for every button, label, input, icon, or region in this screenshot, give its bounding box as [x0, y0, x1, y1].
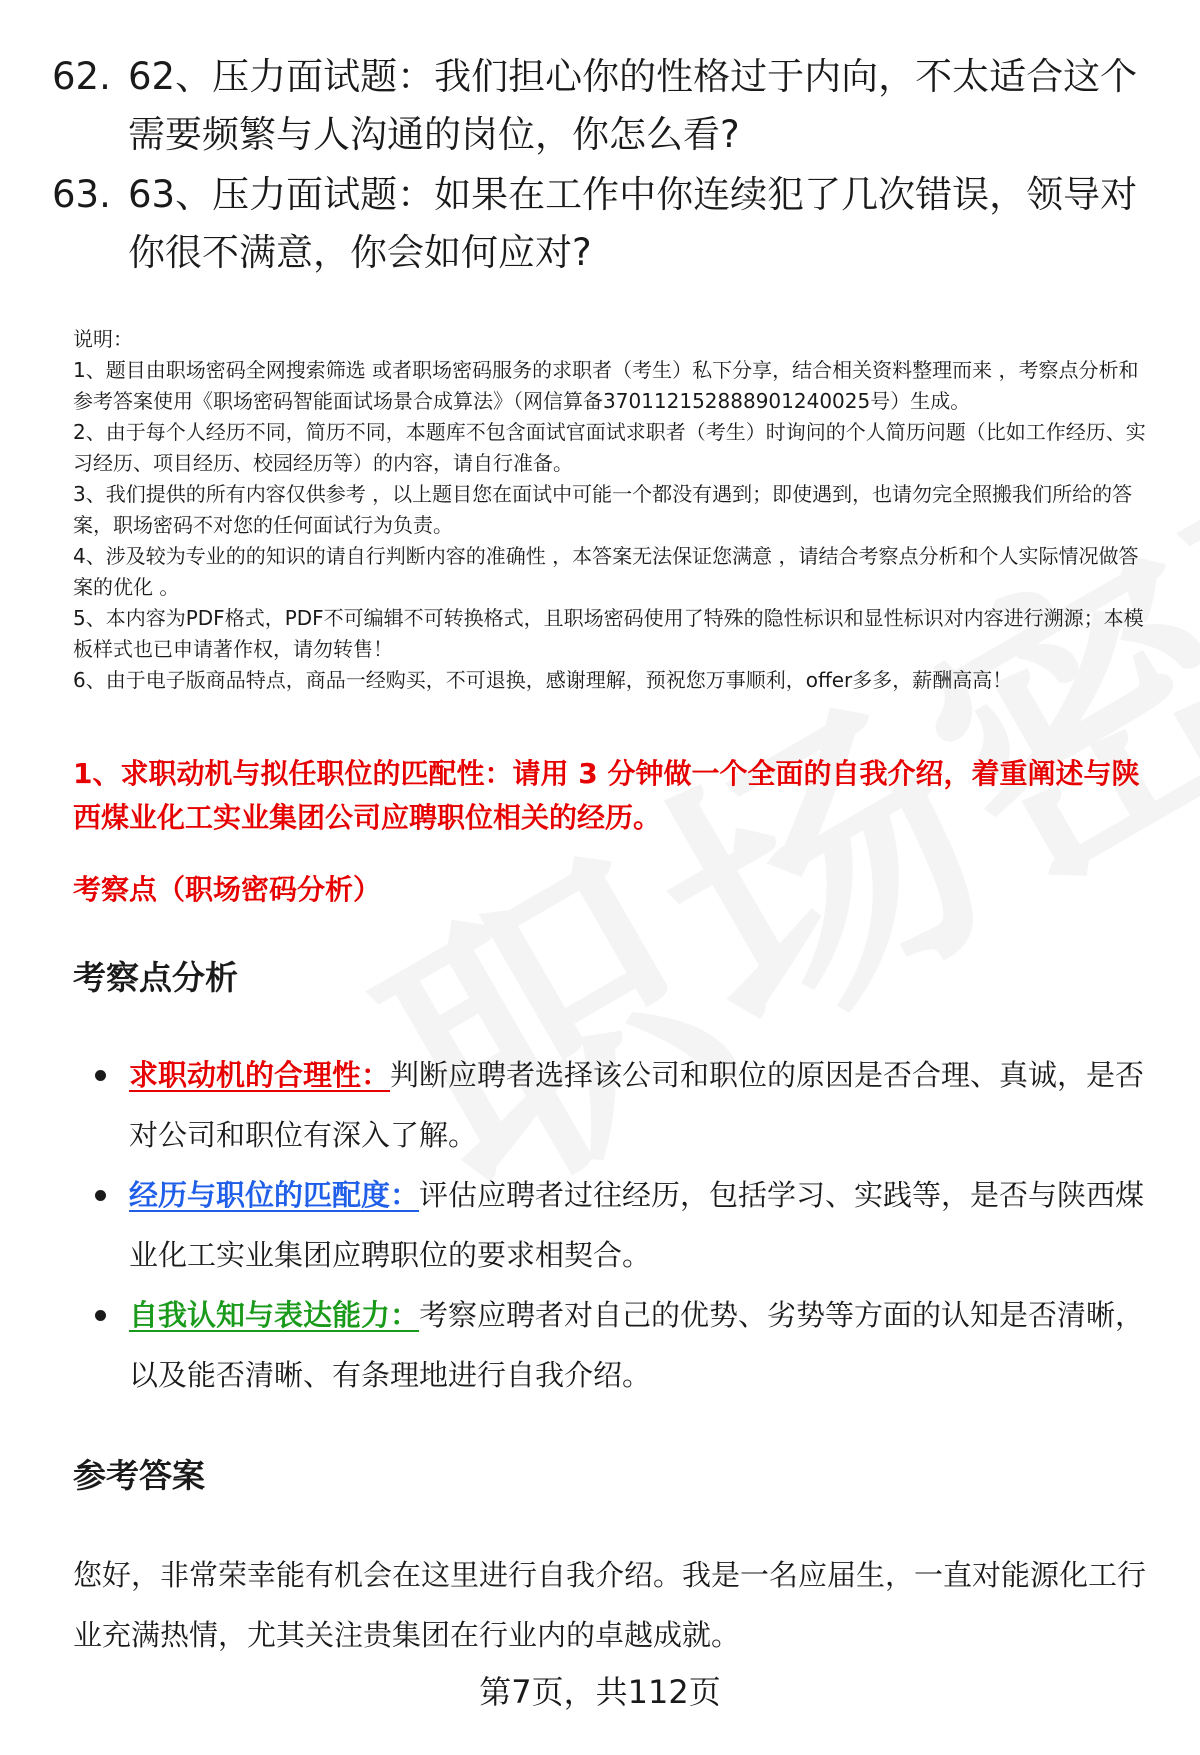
bullet-label: 自我认知与表达能力：	[129, 1298, 420, 1332]
bullet-label: 求职动机的合理性：	[129, 1058, 391, 1092]
note-item: 3、我们提供的所有内容仅供参考 ，以上题目您在面试中可能一个都没有遇到；即使遇到，也请勿完全照搬我们所给的答案，职场密码不对您的任何面试行为负责。	[73, 482, 1133, 537]
question-text: 62、压力面试题：我们担心你的性格过于内向，不太适合这个需要频繁与人沟通的岗位，你怎么看?	[128, 55, 1138, 156]
answer-text: 您好，非常荣幸能有机会在这里进行自我介绍。我是一名应届生，一直对能源化工行业充满热情，尤其关注贵集团在行业内的卓越成就。	[73, 1558, 1147, 1652]
question-number: 62.	[52, 55, 111, 98]
bullet-text: 评估应聘者过往经历，包括学习、实践等，是否与陕西煤业化工实业集团应聘职位的要求相契合。	[129, 1178, 1145, 1272]
analysis-bullet	[73, 1165, 1153, 1285]
question-number: 63.	[52, 173, 111, 216]
section-subtitle: 考察点（职场密码分析）	[73, 873, 382, 906]
page-footer: 第7页，共112页	[479, 1673, 721, 1711]
bullet-dot-icon	[95, 1070, 106, 1081]
section-question-title: 1、求职动机与拟任职位的匹配性：请用 3 分钟做一个全面的自我介绍，着重阐述与陕西煤业化工实业集团公司应聘职位相关的经历。	[73, 757, 1140, 834]
bullet-text: 判断应聘者选择该公司和职位的原因是否合理、真诚，是否对公司和职位有深入了解。	[129, 1058, 1145, 1152]
note-item: 4、涉及较为专业的的知识的请自行判断内容的准确性 ，本答案无法保证您满意 ，请结合考察点分析和个人实际情况做答案的优化 。	[73, 544, 1139, 599]
note-item: 6、由于电子版商品特点，商品一经购买，不可退换，感谢理解，预祝您万事顺利，offer多多，薪酬高高！	[73, 668, 1013, 692]
notes-heading: 说明：	[73, 327, 133, 351]
bullet-text: 考察应聘者对自己的优势、劣势等方面的认知是否清晰，以及能否清晰、有条理地进行自我介绍。	[129, 1298, 1145, 1392]
notes-block	[73, 324, 1153, 696]
note-item: 5、本内容为PDF格式，PDF不可编辑不可转换格式，且职场密码使用了特殊的隐性标识和显性标识对内容进行溯源；本模板样式也已申请著作权，请勿转售！	[73, 606, 1144, 661]
analysis-bullet	[73, 1285, 1153, 1405]
question-text: 63、压力面试题：如果在工作中你连续犯了几次错误，领导对你很不满意，你会如何应对?	[128, 173, 1138, 274]
bullet-dot-icon	[95, 1190, 106, 1201]
answer-heading: 参考答案	[73, 1456, 205, 1495]
analysis-heading: 考察点分析	[73, 958, 238, 997]
bullet-label: 经历与职位的匹配度：	[129, 1178, 420, 1212]
note-item: 1、题目由职场密码全网搜索筛选 或者职场密码服务的求职者（考生）私下分享，结合相关资料整理而来 ，考察点分析和参考答案使用《职场密码智能面试场景合成算法》（网信算备370112152888901240025号）生成。	[73, 358, 1139, 413]
bullet-dot-icon	[95, 1310, 106, 1321]
analysis-list	[73, 1045, 1153, 1405]
analysis-bullet	[73, 1045, 1153, 1165]
note-item: 2、由于每个人经历不同，简历不同，本题库不包含面试官面试求职者（考生）时询问的个人简历问题（比如工作经历、实习经历、项目经历、校园经历等）的内容，请自行准备。	[73, 420, 1146, 475]
